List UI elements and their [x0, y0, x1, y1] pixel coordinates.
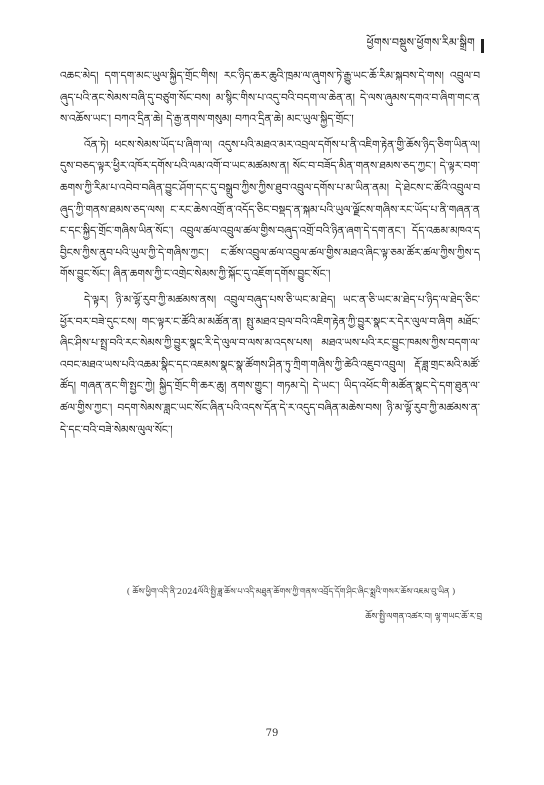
header-title: ཕྱོགས་བསྡུས་ཕྱོགས་རིམ་སྒྲིག	[366, 36, 475, 49]
body-text	[60, 66, 480, 441]
paragraph: འཆང་མེད། དག་དག་མང་ཡུལ་སྐྱིད་གྲོང་གིས། རང་ཉིད་ཆར་ཆུའི་ཁྲམ་ལ་ཞུགས་ཏེ་རྒྱུ་ཡང་ཆོ་རིམ་སྐབས་དེ་གས། འབྲུལ་བཞུད་པའི་ནང་སེམས་བཞི་དུ་བཙུག་སོང་བས། མ་སྙིང་གིས་པ་འདུ་བའི་བདག་ལ་ཆེན་ན། དེ་ལས་ཞུམས་དགའ་བ་ཞིག་གང་ནས་འཆོས་ཡང་། བཀའ་དྲིན་ཆེ། དེ་རྒྱ་ནགས་གསུམ། བཀའ་དྲིན་ཆེ། མང་ཡུལ་སྐྱིད་གྲོང་།	[60, 70, 480, 126]
header-bar-mark	[481, 39, 484, 53]
running-header	[367, 30, 484, 61]
author-signature: ཆོས་སྤྱི་ལགན་འཚར་བ། ལྷ་གཡང་ཆོ་ར་བྲ	[365, 612, 482, 622]
paragraph: འོན་ཏེ། ཕངས་སེམས་ཡོད་པ་ཞིག་ལ། འདུས་པའི་མཐའ་མར་འབྲལ་དགོས་པ་ནི་འཇིག་རྟེན་གྱི་ཆོས་ཉིད་ཅིག་ཡིན་ལ། དུས་བཅད་ལྟར་ཕྱིར་འཁོར་དགོས་པའི་ལམ་འགོ་བ་ཡང་མཚམས་ན། སོང་བ་བཟོད་མིན་གནས་ཐམས་ཅད་ཀྱང་། དེ་ལྟར་བག་ཆགས་ཀྱི་རིམ་པ་འབེབ་བཞིན་བྱུང་ཤོག་དང་དུ་བསྒྲུབ་ཀྱིས་ཀྱིས་ཐུབ་འབྲུལ་དགོས་པ་མ་ཡིན་ནམ། དེ་ཐེངས་ང་ཚོའི་འབྲུལ་བཞུད་ཀྱི་གནས་ཐམས་ཅད་ལས། ང་རང་ཆེས་འགྲོ་ན་འདོད་ཅིང་བསྡད་ན་སྐམ་པའི་ཡུལ་ལྗོངས་གཞིས་རང་ཡོད་པ་ནི་གཞན་ནང་དང་སྐྱིད་གྲོང་གཞིས་ཡིན་སོང་། འབྲུལ་ཚལ་འབྲུལ་ཚལ་གྱིས་བཞུད་འགྲོ་བའི་ཉིན་ཞག་དེ་དག་ནང་། དོད་འཆམ་མཁའ་དབྱིངས་ཀྱིས་ནུབ་པའི་ཡུལ་ཀྱི་དེ་གཞིས་ཀྱང་། ང་ཚོས་འབྲུལ་ཚལ་འབྲུལ་ཚལ་གྱིས་མཐའ་ཞིང་ལྟ་ཅམ་ཚོར་ཚལ་ཀྱིས་ཀྱིས་དགོས་བྱུང་སོང་། ཞིན་ཆགས་ཀྱི་ང་འགྲེང་སེམས་ཀྱི་སྐོང་དུ་འཇོག་དགོས་བྱུང་སོང་།	[60, 138, 480, 281]
source-note: ( ཆོས་ཕྱིག་འདི་ནི་2024ལོའི་སྤྱི་ཟླ་ཆོས་པ་འདི་མཐུན་ཆོགས་ཀྱི་གནས་འབྲོད་དོག་ཤིང་ཞིང་སྨྲའི་གསར་ཆོས་འཇམ་བུ་ཡིན )	[126, 586, 456, 596]
page-number: 79	[265, 728, 279, 739]
paragraph: དེ་ལྟར། ཉི་མ་ལྷོ་རུབ་ཀྱི་མཚམས་ནས། འབྲུལ་བཞུད་པས་ཅི་ཡང་མ་ཐེད། ཡང་ན་ཅི་ཡང་མ་ཐེད་པ་ཉིད་ལ་ཐེད་ཅིང་ཕྱོར་བར་བཟེ་དུང་ངས། གང་ལྟར་ང་ཚོའི་མ་མཚོན་ན། སྤུ་མཐའ་བྲལ་བའི་འཇིག་རྟེན་ཀྱི་བྱུར་སྣང་ར་དེར་ལུལ་བ་ཞིག མཐོང་ཞིང་ཤིས་པ་སྤྲ་བའི་རང་སེམས་ཀྱི་བྱུར་སྣང་རི་དེ་ལུལ་བ་ལས་མ་འདས་པས། མཐའ་ཡས་པའི་རང་བྱུང་ཁམས་ཀྱིས་བདག་ལ་འབང་མཐའ་ཡས་པའི་འཆམ་སྣིང་དང་འཇམས་སྣང་སྣ་ཚོགས་ཤིན་ཏུ་ཀྲིག་གཞིས་ཀྱི་ཚེའི་འཇུབ་འབྲུལ། རྡོ་ཟླ་གྲང་མའི་མཚོ་ཚོད། གཞན་ནང་གི་སྤྱང་ཀྱེ། སྐྱིད་གྲོང་གི་ཆར་ཆུ། ནགས་གྱུང་། གཏམ་དེ། དེ་ཡང་། ཡིད་འཕོང་གི་མཚོན་སྣང་དེ་དག་ཐུན་ལ་ཚལ་གྱིས་ཀྱང་། བདག་སེམས་ཟླང་ཡང་སོང་ཞིན་པའི་འདས་དོན་དེ་ར་འདུད་བཞིན་མཆེས་བས། ཉི་མ་ལྷོ་རུབ་ཀྱི་མཚམས་ན་དེ་དང་བའི་བཟེ་སེམས་ལུལ་སོང་།	[60, 293, 480, 436]
